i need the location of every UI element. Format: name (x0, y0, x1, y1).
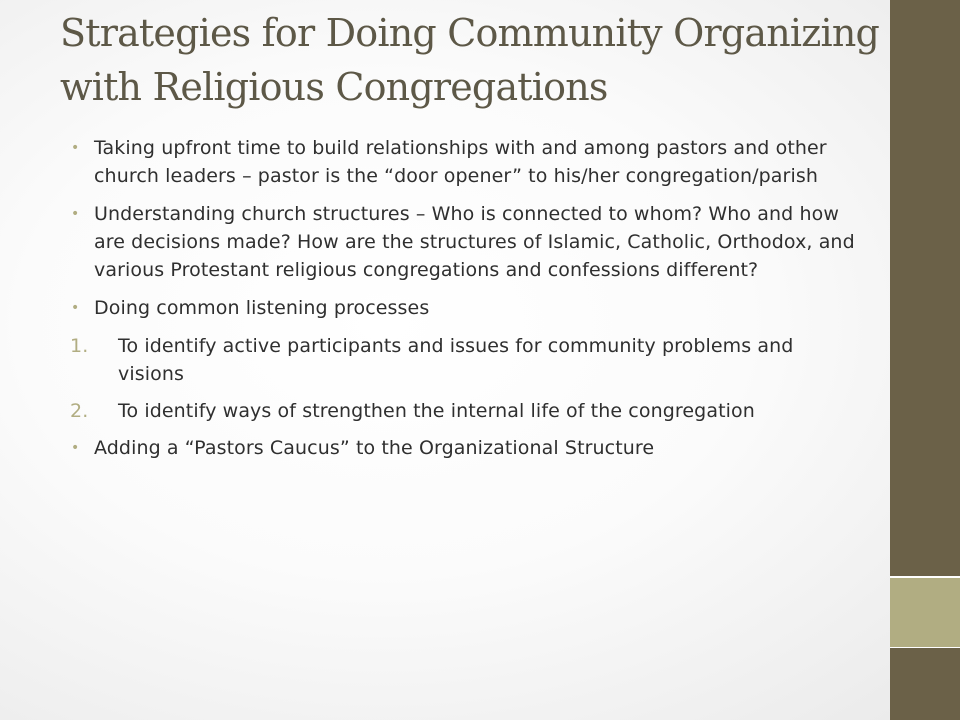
bullet-text: Taking upfront time to build relationships with and among pastors and other church leaders – pastor is the “door opener” to his/her congregation/parish (94, 137, 827, 187)
bullet-icon: • (71, 300, 80, 316)
side-bar-top (890, 0, 960, 578)
bullet-text: Adding a “Pastors Caucus” to the Organizational Structure (94, 437, 655, 459)
numbered-item (70, 397, 860, 425)
bullet-item (70, 434, 860, 462)
side-bar-bottom (890, 648, 960, 720)
bullet-icon: • (71, 206, 80, 222)
bullet-item (70, 134, 860, 190)
slide-body (70, 134, 860, 472)
bullet-icon: • (71, 440, 80, 456)
slide-title: Strategies for Doing Community Organizing with Religious Congregations (60, 11, 880, 109)
numbered-text: To identify ways of strengthen the internal life of the congregation (118, 400, 755, 422)
bullet-icon: • (71, 140, 80, 156)
bullet-text: Doing common listening processes (94, 297, 430, 319)
side-bar-accent (890, 578, 960, 648)
item-number: 1. (70, 335, 89, 357)
bullet-text: Understanding church structures – Who is connected to whom? Who and how are decisions made? How are the structures of Islamic, Catholic, Orthodox, and various Protestant religious congregations and confessions different? (94, 203, 855, 281)
bullet-item (70, 200, 860, 284)
numbered-item (70, 332, 860, 388)
bullet-item (70, 294, 860, 322)
numbered-text: To identify active participants and issues for community problems and visions (118, 335, 794, 385)
item-number: 2. (70, 400, 89, 422)
